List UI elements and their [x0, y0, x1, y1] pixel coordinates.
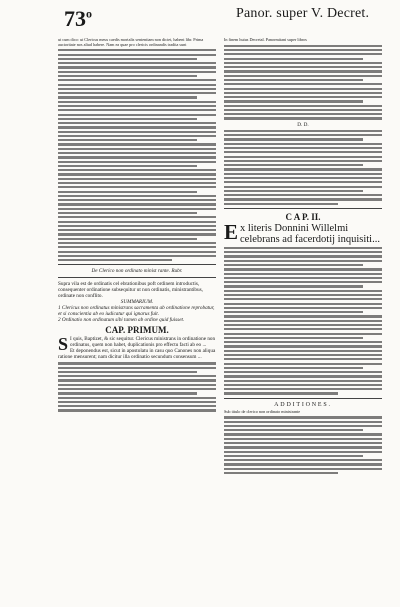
- text-line: [58, 169, 216, 171]
- text-line: [58, 191, 197, 193]
- summary-item: 2 Ordinatio non ordinatum sibi tamen ab ordine quid fuisset.: [58, 317, 185, 324]
- text-line: [58, 139, 197, 141]
- text-line: [58, 229, 216, 231]
- text-line: [224, 311, 363, 313]
- text-line: [224, 247, 382, 249]
- text-line: [224, 251, 382, 253]
- text-line: [224, 384, 382, 386]
- text-line: [224, 451, 382, 453]
- text-line: [224, 181, 382, 183]
- text-line: [224, 70, 382, 72]
- text-line: [224, 45, 382, 47]
- running-head: [0, 0, 400, 40]
- page-number-value: 73: [64, 6, 86, 31]
- text-line: [224, 88, 382, 90]
- text-line: [58, 409, 216, 411]
- text-line: [224, 58, 363, 60]
- text-line: [58, 165, 197, 167]
- text-line: [58, 126, 216, 128]
- text-line: [224, 164, 363, 166]
- text-line: [224, 324, 382, 326]
- text-line: [58, 379, 216, 381]
- text-line: [224, 277, 382, 279]
- text-line: [58, 75, 197, 77]
- text-line: [224, 130, 382, 132]
- chapter-heading: C A P. II.: [285, 211, 321, 222]
- text-line: [224, 380, 382, 382]
- text-line: [224, 109, 382, 111]
- text-line: [224, 341, 382, 343]
- text-line: [58, 131, 216, 133]
- text-line: [58, 156, 216, 158]
- text-line: [224, 147, 382, 149]
- text-line: [224, 307, 382, 309]
- text-line: [224, 345, 382, 347]
- text-line: [58, 62, 216, 64]
- text-line: [224, 371, 382, 373]
- text-line: [58, 101, 216, 103]
- divider: [224, 208, 382, 209]
- text-line: [224, 268, 382, 270]
- text-line: [224, 472, 338, 474]
- text-line: [224, 421, 382, 423]
- text-line: [224, 96, 382, 98]
- text-line: [224, 49, 382, 51]
- text-line: [224, 53, 382, 55]
- text-line: [224, 100, 363, 102]
- text-line: [58, 178, 216, 180]
- text-line: [224, 354, 382, 356]
- text-line: [58, 362, 216, 364]
- text-line: [224, 425, 382, 427]
- text-line: [224, 350, 382, 352]
- text-line: [224, 333, 382, 335]
- text-line: [224, 442, 382, 444]
- text-line: [58, 233, 216, 235]
- sidebar-label: D. D.: [297, 121, 309, 128]
- text-line: [224, 429, 363, 431]
- text-line: [58, 199, 216, 201]
- text-line: [224, 79, 363, 81]
- text-line: [224, 298, 382, 300]
- text-line: [224, 255, 382, 257]
- text-line: [224, 198, 382, 200]
- text-line: [58, 79, 216, 81]
- text-line: [58, 122, 216, 124]
- text-line: [58, 259, 172, 261]
- text-line: [224, 416, 382, 418]
- text-line: [224, 177, 382, 179]
- chapter-opening: [224, 219, 382, 245]
- text-line: [58, 397, 216, 399]
- chapter-heading: CAP. PRIMUM.: [105, 325, 169, 336]
- text-line: [58, 118, 197, 120]
- summary-item: 1 Clericus non ordinatus ministrans sacramenta ab ordinatione reprobatur, et si conscientia ab eo iudicatur qui ignarus fuit.: [58, 305, 215, 318]
- text-line: [224, 151, 382, 153]
- mid-heading-tag: Rubr.: [171, 268, 183, 275]
- text-line: [224, 75, 382, 77]
- text-line: [224, 328, 382, 330]
- text-line: [58, 54, 216, 56]
- text-line: [224, 156, 382, 158]
- chapter-opening-text: x literis Donnini Willelmi celebrans ad facerdotij inquisiti...: [240, 222, 380, 245]
- text-line: [58, 208, 216, 210]
- text-line: [224, 358, 382, 360]
- text-line: [58, 384, 216, 386]
- text-line: [58, 388, 216, 390]
- text-line: [58, 148, 216, 150]
- text-line: [224, 337, 363, 339]
- text-line: [58, 161, 216, 163]
- text-line: [58, 405, 216, 407]
- text-line: [58, 96, 197, 98]
- text-line: [224, 143, 382, 145]
- text-line: [224, 446, 382, 448]
- text-line: [58, 371, 197, 373]
- text-line: [224, 260, 382, 262]
- text-line: [58, 212, 197, 214]
- text-line: [224, 190, 363, 192]
- text-line: [58, 242, 216, 244]
- text-line: [58, 238, 197, 240]
- text-line: [224, 186, 382, 188]
- text-line: [224, 160, 382, 162]
- text-line: [224, 264, 363, 266]
- text-line: [58, 84, 216, 86]
- text-line: [58, 255, 216, 257]
- text-line: [224, 438, 382, 440]
- additions-note: Sub titulo de clerico non ordinato ministrante: [224, 409, 301, 414]
- text-line: [58, 71, 216, 73]
- text-line: [224, 463, 382, 465]
- summary-label: SUMMARIUM.: [120, 299, 154, 306]
- text-line: [224, 92, 382, 94]
- text-line: [224, 433, 382, 435]
- text-line: [224, 273, 382, 275]
- chapter-opening-text: I quis, Baptizet, & sic sequitur. Clericus ministrans in ordinatione non ordinatus, quem non habet, duplicationis pro effectu facti ab eo ...: [70, 336, 216, 349]
- text-line: [58, 375, 216, 377]
- text-line: [224, 303, 382, 305]
- text-line: [58, 105, 216, 107]
- intro-paragraph: Supra vila est de ordinatis cel ebrationibus poft ordinem introductis, consequenter ordinatione subsequitur ut non ordinatis, ministrantibus, ordinate non conflito.: [58, 281, 203, 300]
- text-line: [58, 182, 216, 184]
- text-line: [58, 246, 216, 248]
- text-line: [58, 58, 197, 60]
- right-cross-ref: In finem huius Decretal. Panormitani super libros: [224, 38, 307, 42]
- text-line: [224, 281, 382, 283]
- text-line: [224, 320, 382, 322]
- text-line: [224, 290, 382, 292]
- text-line: [58, 216, 216, 218]
- text-line: [224, 138, 363, 140]
- text-line: [224, 294, 382, 296]
- chapter-body: Et deponendus est, sicut in apostolatu in casu quo Canones non aliqua ratione mensurent; nam dicitur illa ordinatio secundum consensum ...: [58, 348, 216, 361]
- text-line: [58, 135, 216, 137]
- page-number: [64, 6, 92, 32]
- text-line: [224, 194, 382, 196]
- text-line: [224, 117, 382, 119]
- text-line: [58, 173, 216, 175]
- text-line: [224, 459, 382, 461]
- text-line: [224, 392, 338, 394]
- page-number-suffix: o: [86, 6, 92, 21]
- mid-heading: [58, 268, 216, 274]
- text-line: [224, 315, 382, 317]
- text-line: [58, 251, 216, 253]
- text-line: [224, 363, 382, 365]
- divider: [58, 264, 216, 265]
- drop-cap: S: [58, 334, 69, 355]
- text-line: [58, 225, 216, 227]
- text-line: [58, 203, 216, 205]
- left-top-text-block: [58, 38, 216, 261]
- text-line: [224, 134, 382, 136]
- mid-heading-text: De Clerico non ordinato minist rante.: [91, 268, 171, 275]
- left-column: [58, 38, 216, 414]
- right-column: [224, 38, 382, 476]
- text-line: [58, 152, 216, 154]
- text-line: [224, 367, 363, 369]
- text-line: [58, 88, 216, 90]
- text-line: [224, 105, 382, 107]
- text-line: [224, 83, 382, 85]
- divider: [58, 277, 216, 278]
- text-line: [224, 468, 382, 470]
- text-line: [224, 113, 382, 115]
- text-line: [58, 143, 216, 145]
- text-line: [224, 455, 363, 457]
- text-line: [58, 195, 216, 197]
- text-line: [58, 49, 216, 51]
- text-line: [58, 114, 216, 116]
- text-line: [58, 186, 216, 188]
- text-line: [224, 375, 382, 377]
- text-line: [58, 109, 216, 111]
- text-line: [58, 66, 216, 68]
- text-line: [224, 203, 338, 205]
- text-line: [58, 392, 197, 394]
- text-line: [224, 388, 382, 390]
- text-line: [224, 168, 382, 170]
- text-line: [58, 221, 216, 223]
- text-line: [58, 401, 216, 403]
- text-line: [224, 66, 382, 68]
- running-title: Panor. super V. Decret.: [236, 6, 370, 21]
- text-line: [224, 285, 363, 287]
- additions-heading: ADDITIONES.: [274, 401, 332, 408]
- left-running-excerpt: ut cum dico: ut Clericus meus caedis mortalis sententiam non dictet, habent libr. Prima auctoritate nos aliud habere. Nam ea quae pro clericis ordinandis tradita sunt: [58, 38, 204, 47]
- text-line: [58, 92, 216, 94]
- text-line: [224, 173, 382, 175]
- drop-cap: E: [224, 219, 239, 244]
- text-line: [224, 62, 382, 64]
- text-line: [58, 367, 216, 369]
- right-top-text-block: [224, 38, 382, 120]
- divider: [224, 398, 382, 399]
